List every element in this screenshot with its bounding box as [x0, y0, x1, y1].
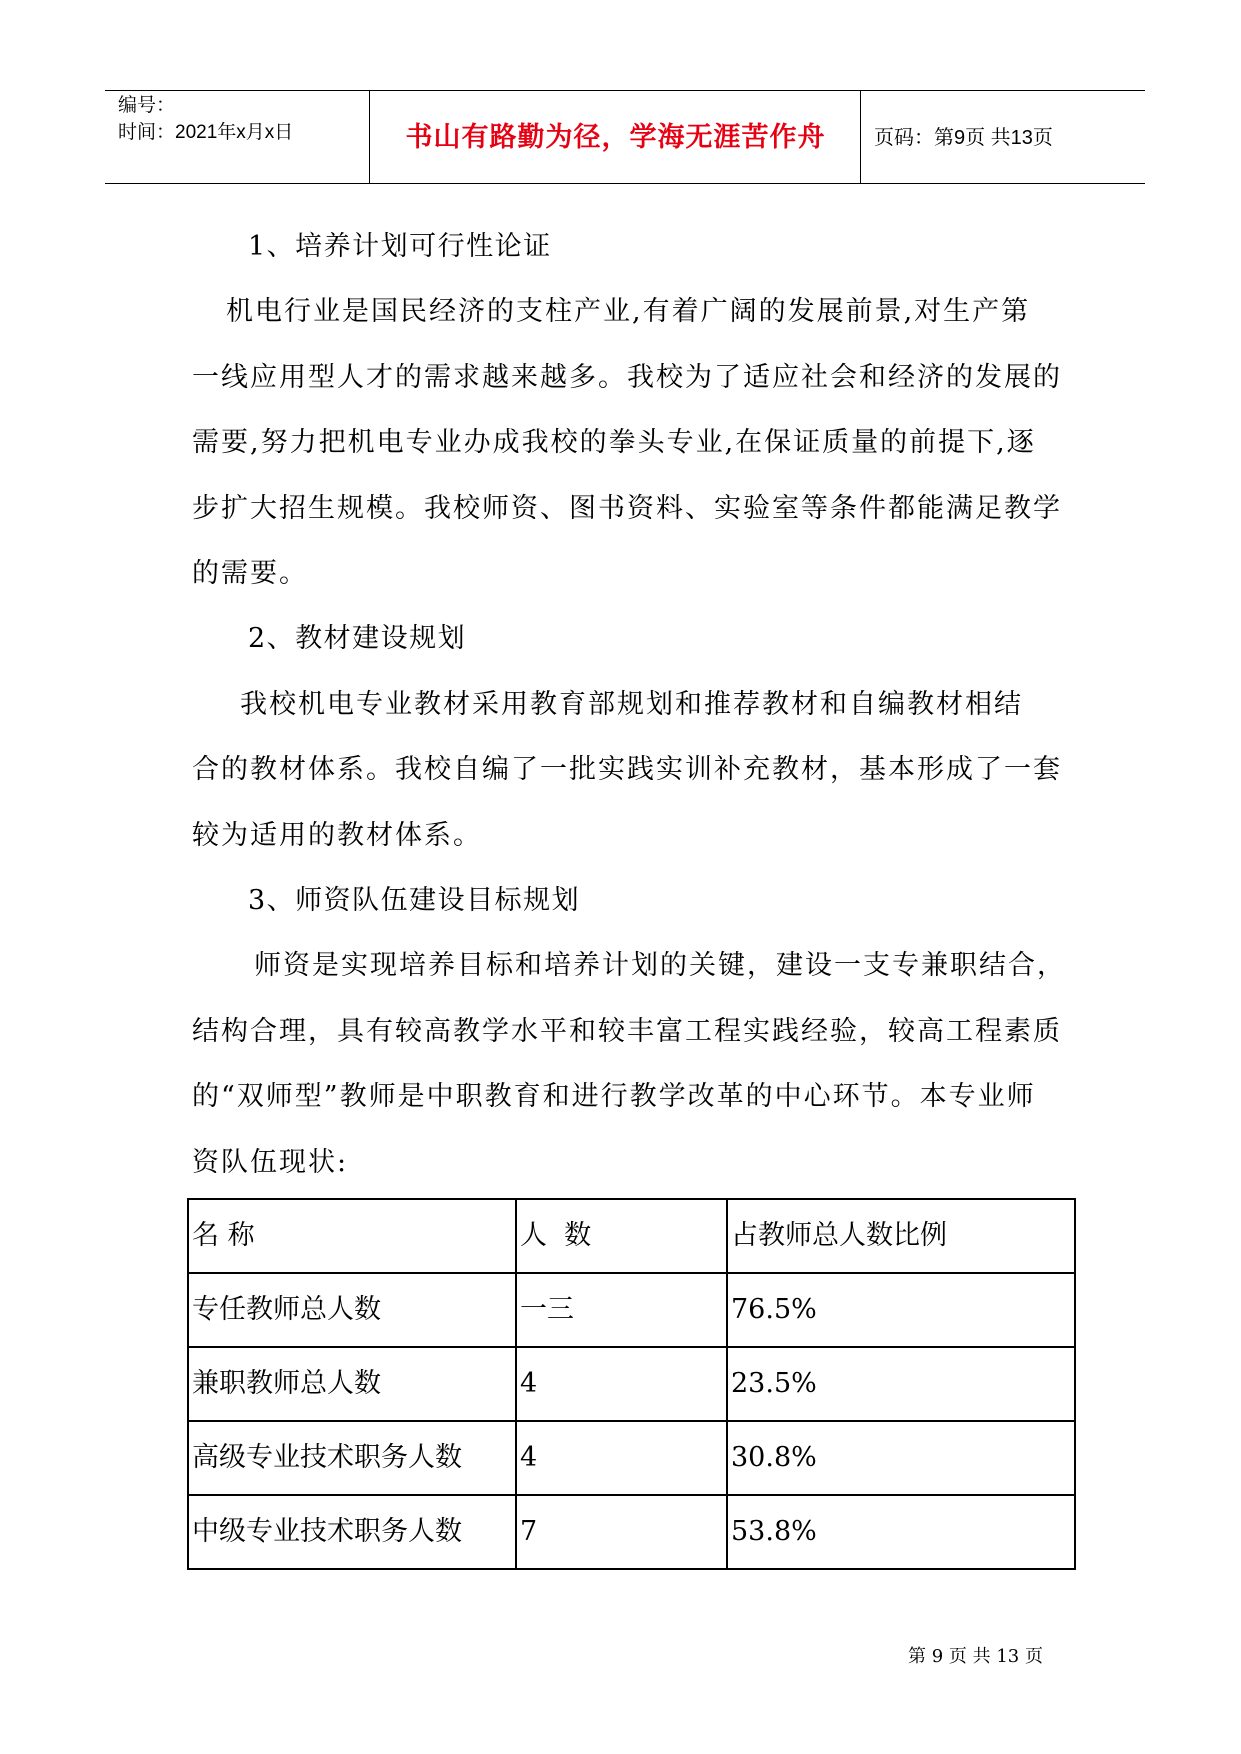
table-header-row: [188, 1199, 1075, 1273]
section-heading-1: 1、培养计划可行性论证: [248, 231, 552, 262]
table-cell-count: 一三: [516, 1273, 727, 1347]
table-header-cell-count: 人 数: [516, 1199, 727, 1273]
header-bottom-border: [105, 183, 1145, 184]
paragraph-line: 合的教材体系。我校自编了一批实践实训补充教材，基本形成了一套: [192, 754, 1062, 785]
table-cell-name: 中级专业技术职务人数: [188, 1495, 516, 1569]
table-cell-ratio: 76.5%: [727, 1273, 1075, 1347]
table-cell-name: 专任教师总人数: [188, 1273, 516, 1347]
paragraph-line: 师资是实现培养目标和培养计划的关键，建设一支专兼职结合，: [254, 950, 1066, 981]
table-cell-count: 4: [516, 1347, 727, 1421]
paragraph-line: 的“双师型”教师是中职教育和进行教学改革的中心环节。本专业师: [192, 1081, 1036, 1112]
header-page-info: 页码：第9页 共13页: [874, 127, 1053, 149]
table-header-cell-name: 名 称: [188, 1199, 516, 1273]
serial-number-label: 编号：: [118, 95, 176, 116]
paragraph-line: 机电行业是国民经济的支柱产业,有着广阔的发展前景,对生产第: [226, 296, 1031, 327]
footer-page-number: 第 9 页 共 13 页: [908, 1646, 1043, 1667]
header-divider-left: [369, 90, 370, 183]
table-row: [188, 1495, 1075, 1569]
section-heading-2: 2、教材建设规划: [248, 623, 467, 654]
header-top-border: [105, 90, 1145, 91]
paragraph-line: 我校机电专业教材采用教育部规划和推荐教材和自编教材相结: [240, 689, 1023, 720]
paragraph-line: 较为适用的教材体系。: [192, 820, 482, 851]
paragraph-line: 需要,努力把机电专业办成我校的拳头专业,在保证质量的前提下,逐: [192, 427, 1036, 458]
paragraph-line: 的需要。: [192, 558, 308, 589]
table-header-cell-ratio: 占教师总人数比例: [727, 1199, 1075, 1273]
section-heading-3: 3、师资队伍建设目标规划: [248, 885, 581, 916]
table-cell-ratio: 53.8%: [727, 1495, 1075, 1569]
paragraph-line: 结构合理，具有较高教学水平和较丰富工程实践经验，较高工程素质: [192, 1016, 1062, 1047]
table-row: [188, 1273, 1075, 1347]
table-row: [188, 1347, 1075, 1421]
paragraph-line: 步扩大招生规模。我校师资、图书资料、实验室等条件都能满足教学: [192, 493, 1062, 524]
faculty-table: [187, 1198, 1076, 1570]
table-row: [188, 1421, 1075, 1495]
date-label: 时间：2021年x月x日: [118, 122, 294, 143]
table-cell-count: 4: [516, 1421, 727, 1495]
paragraph-line: 一线应用型人才的需求越来越多。我校为了适应社会和经济的发展的: [192, 362, 1062, 393]
table-cell-count: 7: [516, 1495, 727, 1569]
table-cell-name: 高级专业技术职务人数: [188, 1421, 516, 1495]
table-cell-ratio: 23.5%: [727, 1347, 1075, 1421]
motto: 书山有路勤为径，学海无涯苦作舟: [405, 122, 826, 153]
header-divider-right: [860, 90, 861, 183]
table-cell-ratio: 30.8%: [727, 1421, 1075, 1495]
paragraph-line: 资队伍现状:: [192, 1147, 349, 1178]
table-cell-name: 兼职教师总人数: [188, 1347, 516, 1421]
